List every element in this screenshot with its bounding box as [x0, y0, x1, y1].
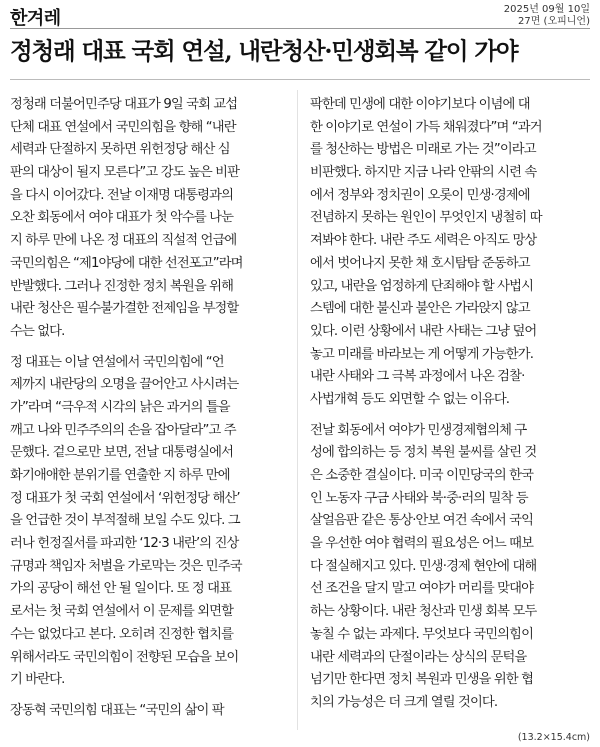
text-line: 반발했다. 그러나 진정한 정치 복원을 위해	[10, 278, 234, 294]
text-line: 비판했다. 하지만 지금 나라 안팎의 시련 속	[310, 165, 537, 181]
text-line: 를 청산하는 방법은 미래로 가는 것”이라고	[310, 142, 536, 158]
text-line: 지 하루 만에 나온 정 대표의 직설적 언급에	[10, 233, 237, 249]
text-line: 정 대표가 첫 국회 연설에서 ‘위헌정당 해산’	[10, 490, 240, 506]
page-section: 27면 (오피니언)	[517, 16, 590, 27]
paragraph-break	[10, 692, 290, 700]
text-line: 은 소중한 결실이다. 미국 이민당국의 한국	[310, 468, 534, 483]
text-line: 가”라며 “극우적 시각의 낡은 과거의 틀을	[10, 399, 230, 415]
text-line: 제까지 내란당의 오명을 끌어안고 사시려는	[10, 377, 239, 393]
column-divider	[297, 90, 298, 730]
text-line: 세력과 단절하지 못하면 위헌정당 해산 심	[10, 142, 230, 158]
text-line: 있고, 내란을 엄정하게 단죄해야 할 사법시	[310, 278, 534, 294]
text-line: 치의 가능성은 더 크게 열릴 것이다.	[310, 694, 498, 710]
left-column	[10, 94, 290, 723]
paragraph-break	[10, 344, 290, 352]
publication-date: 2025년 09월 10일	[503, 4, 590, 15]
newspaper-logo: 한겨레	[10, 8, 61, 29]
text-line: 위해서라도 국민의힘이 전향된 모습을 보이	[10, 649, 239, 665]
text-line: 수는 없었다고 본다. 오히려 진정한 협치를	[10, 626, 234, 642]
text-line: 인 노동자 구금 사태와 북·중·러의 밀착 등	[310, 490, 528, 506]
text-line: 내란 사태와 그 극복 과정에서 나온 검찰·	[310, 369, 525, 385]
text-line: 가의 공당이 해선 안 될 일이다. 또 정 대표	[10, 581, 232, 597]
text-line: 성에 합의하는 등 정치 복원 불씨를 살린 것	[310, 445, 537, 461]
text-line: 살얼음판 같은 통상·안보 여건 속에서 국익	[310, 513, 534, 529]
top-rule	[10, 28, 590, 29]
text-line: 문했다. 겉으로만 보면, 전날 대통령실에서	[10, 445, 234, 461]
text-line: 로서는 첫 국회 연설에서 이 문제를 외면할	[10, 604, 234, 620]
text-line: 을 다시 이어갔다. 전날 이재명 대통령과의	[10, 187, 234, 203]
text-line: 놓고 미래를 바라보는 게 어떻게 가능한가.	[310, 346, 534, 362]
text-line: 을 언급한 것이 부적절해 보일 수도 있다. 그	[10, 513, 240, 529]
text-line: 기 바란다.	[10, 672, 65, 688]
text-line: 전날 회동에서 여야가 민생경제협의체 구	[310, 422, 527, 438]
text-line: 하는 상황이다. 내란 청산과 민생 회복 모두	[310, 604, 537, 620]
text-line: 정 대표는 이날 연설에서 국민의힘에 “언	[10, 354, 224, 370]
text-line: 오찬 회동에서 여야 대표가 첫 악수를 나눈	[10, 210, 234, 226]
text-line: 국민의힘은 “제1야당에 대한 선전포고”라며	[10, 255, 243, 271]
text-line: 사법개혁 등도 외면할 수 없는 이유다.	[310, 391, 510, 407]
text-line: 져봐야 한다. 내란 주도 세력은 아직도 망상	[310, 233, 537, 249]
text-line: 있다. 이런 상황에서 내란 사태는 그냥 덮어	[310, 323, 537, 339]
text-line: 스템에 대한 불신과 불안은 가라앉지 않고	[310, 301, 530, 317]
text-line: 정청래 더불어민주당 대표가 9일 국회 교섭	[10, 97, 238, 112]
headline-rule	[10, 79, 590, 80]
text-line: 규명과 책임자 처벌을 가로막는 것은 민주국	[10, 558, 242, 574]
text-line: 수는 없다.	[10, 323, 65, 339]
text-line: 을 우선한 여야 협력의 필요성은 어느 때보	[310, 536, 534, 552]
text-line: 팍한데 민생에 대한 이야기보다 이념에 대	[310, 97, 530, 112]
text-line: 에서 정부와 정치권이 오롯이 민생·경제에	[310, 187, 530, 203]
text-line: 내란 세력과의 단절이라는 상식의 문턱을	[310, 649, 527, 665]
clipping-size: (13.2×15.4cm)	[517, 732, 590, 743]
text-line: 깨고 나와 민주주의의 손을 잡아달라”고 주	[10, 422, 236, 438]
text-line: 러나 헌정질서를 파괴한 ‘12·3 내란’의 진상	[10, 536, 239, 552]
text-line: 장동혁 국민의힘 대표는 “국민의 삶이 팍	[10, 702, 224, 718]
text-line: 한 이야기로 연설이 가득 채워졌다”며 “과거	[310, 119, 542, 135]
text-line: 전념하지 못하는 원인이 무엇인지 냉철히 따	[310, 210, 542, 226]
text-line: 화기애애한 분위기를 연출한 지 하루 만에	[10, 468, 230, 483]
masthead	[10, 4, 590, 29]
text-line: 내란 청산은 필수불가결한 전제임을 부정할	[10, 301, 239, 317]
text-line: 선 조건을 달지 말고 여야가 머리를 맞대야	[310, 581, 534, 597]
text-line: 놓칠 수 없는 과제다. 무엇보다 국민의힘이	[310, 626, 534, 642]
text-line: 다 절실해지고 있다. 민생·경제 현안에 대해	[310, 558, 537, 574]
headline: 정청래 대표 국회 연설, 내란청산·민생회복 같이 가야	[10, 37, 518, 65]
publication-meta	[504, 4, 590, 28]
text-line: 판의 대상이 될지 모른다”고 강도 높은 비판	[10, 165, 240, 181]
text-line: 넘기만 한다면 정치 복원과 민생을 위한 협	[310, 672, 534, 688]
text-line: 단체 대표 연설에서 국민의힘을 향해 “내란	[10, 119, 236, 135]
right-column	[310, 94, 590, 715]
paragraph-break	[310, 412, 590, 420]
text-line: 에서 벗어나지 못한 채 호시탐탐 준동하고	[310, 255, 530, 271]
